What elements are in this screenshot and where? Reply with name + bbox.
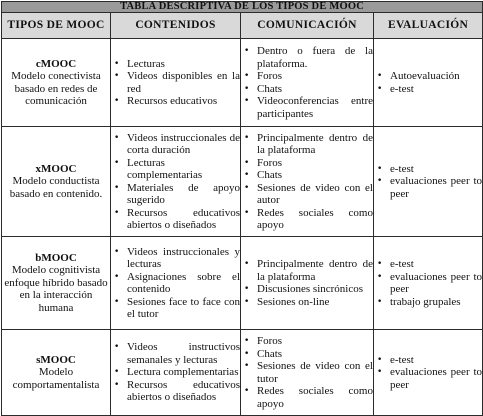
list-item: • Chats (241, 348, 373, 361)
mooc-type-name: cMOOC (35, 57, 77, 70)
list-item: • evaluaciones peer to peer (374, 175, 482, 200)
list-item: • Materiales de apoyo sugerido (111, 182, 240, 207)
mooc-table (1, 1, 483, 416)
list-item: • Videoconferencias entre participantes (241, 95, 373, 120)
list-item: • e-test (374, 258, 482, 271)
table-row (2, 39, 483, 127)
list-item: • Principalmente dentro de la plataforma (241, 258, 373, 283)
list-item: • Sesiones face to face con el tutor (111, 296, 240, 321)
comunicacion-list (241, 132, 373, 232)
list-item: • Foros (241, 70, 373, 83)
contenidos-list (111, 341, 240, 404)
list-item: • e-test (374, 83, 482, 96)
list-item: • Redes sociales como apoyo (241, 385, 373, 410)
evaluacion-list (374, 354, 482, 392)
list-item: • e-test (374, 163, 482, 176)
header-tipos: TIPOS DE MOOC (2, 13, 111, 39)
list-item: • Recursos educativos (111, 95, 240, 108)
list-item: • Lectura complementarias (111, 366, 240, 379)
list-item: • Dentro o fuera de la plataforma. (241, 45, 373, 70)
table-title: TABLA DESCRIPTIVA DE LOS TIPOS DE MOOC (2, 2, 483, 13)
list-item: • evaluaciones peer to peer (374, 366, 482, 391)
evaluacion-cell (374, 330, 483, 416)
mooc-type-cell (2, 39, 111, 127)
comunicacion-cell (241, 237, 374, 330)
list-item: • Foros (241, 335, 373, 348)
mooc-type-name: xMOOC (35, 162, 77, 175)
evaluacion-list (374, 258, 482, 308)
list-item: • e-test (374, 354, 482, 367)
list-item: • Redes sociales como apoyo (241, 207, 373, 232)
mooc-type-name: sMOOC (36, 353, 76, 366)
contenidos-cell (111, 237, 241, 330)
list-item: • Autoevaluación (374, 70, 482, 83)
evaluacion-list (374, 70, 482, 95)
comunicacion-cell (241, 127, 374, 237)
evaluacion-list (374, 163, 482, 201)
mooc-type-cell (2, 127, 111, 237)
list-item: • Videos instruccionales de corta duración (111, 132, 240, 157)
list-item: • Videos instruccionales y lecturas (111, 246, 240, 271)
table-row (2, 237, 483, 330)
mooc-type-description: Modelo comportamentalista (12, 366, 100, 391)
contenidos-list (111, 58, 240, 108)
evaluacion-cell (374, 237, 483, 330)
evaluacion-cell (374, 39, 483, 127)
list-item: • Discusiones sincrónicos (241, 283, 373, 296)
comunicacion-cell (241, 330, 374, 416)
contenidos-cell (111, 127, 241, 237)
list-item: • Foros (241, 157, 373, 170)
header-contenidos: CONTENIDOS (111, 13, 241, 39)
mooc-type-description: Modelo cognitivista enfoque híbrido basado en la interacción humana (4, 264, 108, 314)
comunicacion-cell (241, 39, 374, 127)
header-comunicacion: COMUNICACIÓN (241, 13, 374, 39)
comunicacion-list (241, 335, 373, 410)
list-item: • Chats (241, 83, 373, 96)
mooc-type-cell (2, 330, 111, 416)
list-item: • Principalmente dentro de la plataforma (241, 132, 373, 157)
list-item: • Chats (241, 169, 373, 182)
list-item: • Videos disponibles en la red (111, 70, 240, 95)
table-row (2, 330, 483, 416)
list-item: • Recursos educativos abiertos o diseñados (111, 207, 240, 232)
table-row (2, 127, 483, 237)
list-item: • trabajo grupales (374, 296, 482, 309)
list-item: • Sesiones on-line (241, 296, 373, 309)
list-item: • Sesiones de video con el tutor (241, 360, 373, 385)
mooc-type-description: Modelo conectivista basado en redes de comunicación (11, 70, 101, 107)
contenidos-cell (111, 39, 241, 127)
mooc-type-description: Modelo conductista basado en contenido. (9, 175, 103, 200)
list-item: • Videos instructivos semanales y lecturas (111, 341, 240, 366)
list-item: • Lecturas complementarias (111, 157, 240, 182)
mooc-type-cell (2, 237, 111, 330)
list-item: • evaluaciones peer to peer (374, 271, 482, 296)
list-item: • Lecturas (111, 58, 240, 71)
contenidos-cell (111, 330, 241, 416)
comunicacion-list (241, 45, 373, 120)
comunicacion-list (241, 258, 373, 308)
list-item: • Sesiones de video con el autor (241, 182, 373, 207)
list-item: • Recursos educativos abiertos o diseñados (111, 379, 240, 404)
contenidos-list (111, 132, 240, 232)
evaluacion-cell (374, 127, 483, 237)
list-item: • Asignaciones sobre el contenido (111, 271, 240, 296)
header-evaluacion: EVALUACIÓN (374, 13, 483, 39)
contenidos-list (111, 246, 240, 321)
mooc-type-name: bMOOC (35, 251, 77, 264)
